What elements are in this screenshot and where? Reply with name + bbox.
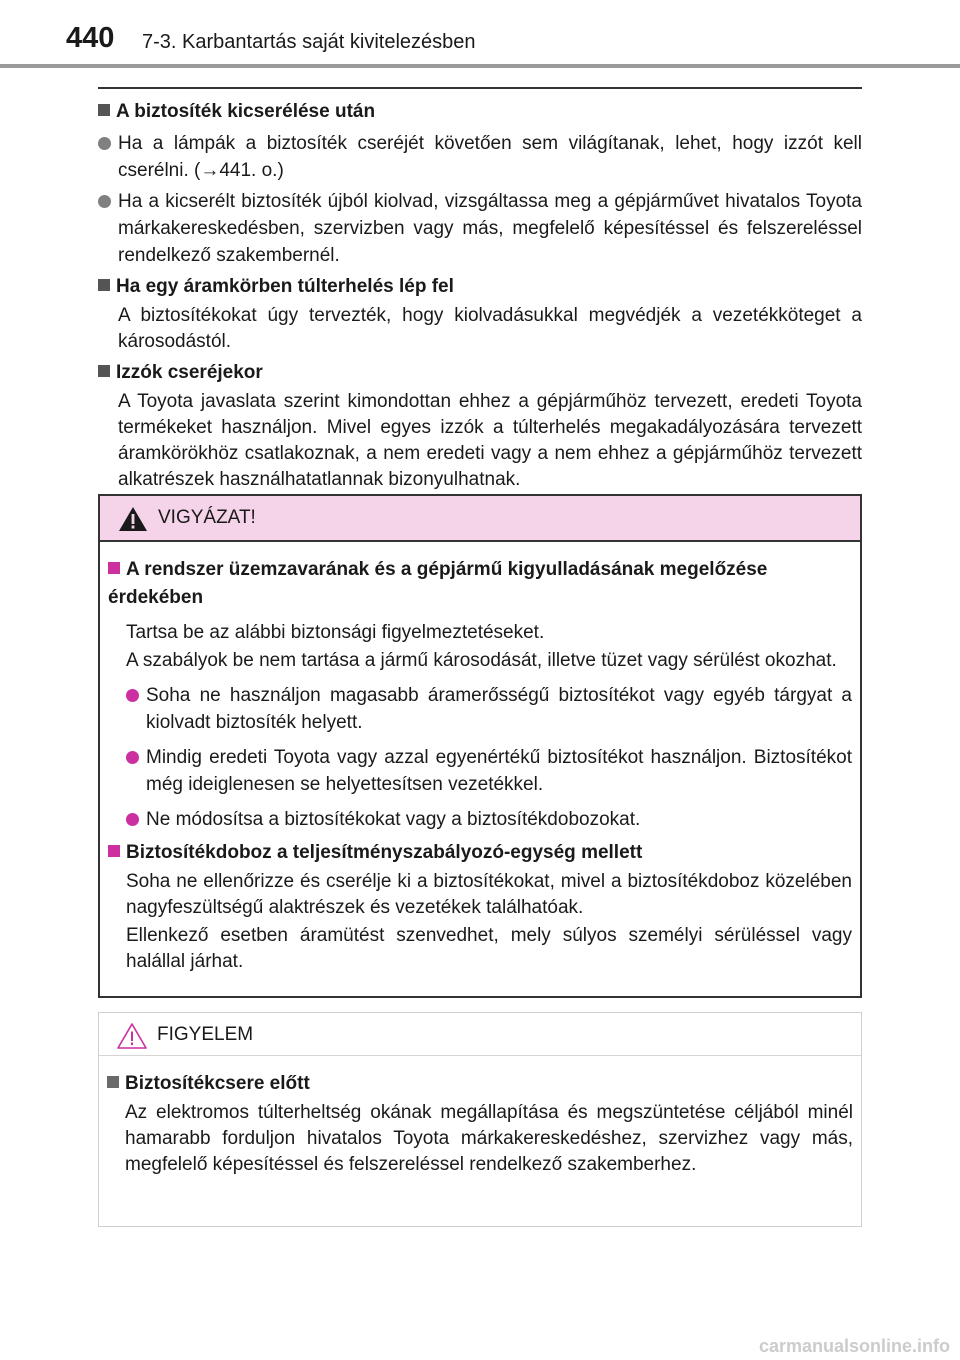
round-bullet-icon (126, 689, 139, 702)
section-heading-bulbs: Izzók cseréjekor (98, 359, 862, 387)
warning-outline-triangle-icon (117, 1022, 147, 1050)
caution-section-heading: A rendszer üzemzavarának és a gépjármű kigyulladásának megelőzése érdekében (108, 559, 768, 608)
page-header (0, 0, 960, 70)
page-number: 440 (66, 22, 115, 54)
paragraph-overload: A biztosítékokat úgy tervezték, hogy kiolvadásukkal megvédjék a vezetékköteget a károsodástól. (118, 305, 862, 352)
paragraph-bulbs: A Toyota javaslata szerint kimondottan ehhez a gépjárműhöz tervezett, eredeti Toyota termékeket használjon. Mivel egyes izzók a túlterhelés megakadályozására tervezett áramkörökhöz csatlakoznak, a nem eredeti vagy a nem ehhez a gépjárműhöz tervezett alkatrészek használhatatlannak bizonyulhatnak. (118, 391, 862, 490)
caution-box (98, 494, 862, 998)
main-content (98, 94, 862, 493)
caution-title: VIGYÁZAT! (158, 507, 256, 528)
page-footer (0, 1330, 960, 1360)
caution-paragraph: Ellenkező esetben áramütést szenvedhet, mely súlyos személyi sérüléssel vagy halállal járhat. (126, 925, 852, 972)
caution-bullet-item: Ne módosítsa a biztosítékokat vagy a biztosítékdobozokat. (126, 806, 852, 833)
caution-bullet-item: Mindig eredeti Toyota vagy azzal egyenértékű biztosítékot használjon. Biztosítékot még ideiglenesen se helyettesítsen vezetékkel. (126, 744, 852, 798)
round-bullet-icon (126, 813, 139, 826)
bullet-item: Ha a lámpák a biztosíték cseréjét követően sem világítanak, lehet, hogy izzót kell cserélni. (→441. o.) (98, 130, 862, 184)
caution-paragraph: Tartsa be az alábbi biztonsági figyelmeztetéseket. (126, 622, 545, 643)
notice-header (99, 1013, 861, 1056)
round-bullet-icon (98, 195, 111, 208)
caution-paragraph: Soha ne ellenőrizze és cserélje ki a biztosítékokat, mivel a biztosítékdoboz közelében nagyfeszültségű alaktrészek és vezetékek találhatóak. (126, 871, 852, 918)
warning-triangle-icon (118, 505, 148, 533)
notice-paragraph: Az elektromos túlterheltség okának megállapítása és megszüntetése céljából minél hamarabb forduljon hivatalos Toyota márkakereskedéshez, szervizhez vagy más, megfelelő képesítéssel és felszereléssel rendelkező szakemberhez. (125, 1102, 853, 1175)
square-bullet-icon (98, 104, 110, 116)
section-heading-overload: Ha egy áramkörben túlterhelés lép fel (98, 273, 862, 301)
caution-body (100, 542, 860, 975)
notice-section-heading: Biztosítékcsere előtt (107, 1070, 853, 1098)
caution-header (100, 496, 860, 542)
round-bullet-icon (98, 137, 111, 150)
notice-title: FIGYELEM (157, 1024, 254, 1045)
round-bullet-icon (126, 751, 139, 764)
bullet-item: Ha a kicserélt biztosíték újból kiolvad, vizsgáltassa meg a gépjárművet hivatalos Toyota márkakereskedésben, szervizben vagy más, megfelelő képesítéssel és felszereléssel rendelkező szakembernél. (98, 188, 862, 269)
square-bullet-icon (98, 365, 110, 377)
square-bullet-icon (98, 279, 110, 291)
notice-box (98, 1012, 862, 1227)
notice-body (99, 1056, 861, 1178)
caution-paragraph: A szabályok be nem tartása a jármű károsodását, illetve tüzet vagy sérülést okozhat. (126, 650, 837, 671)
caution-section-heading: Biztosítékdoboz a teljesítményszabályozó-egység mellett (108, 839, 852, 867)
content-top-divider (98, 87, 862, 89)
square-bullet-icon (108, 845, 120, 857)
square-bullet-icon (107, 1076, 119, 1088)
section-heading-after-replacement: A biztosíték kicserélése után (98, 98, 862, 126)
watermark-text: carmanualsonline.info (758, 1336, 950, 1356)
caution-bullet-item: Soha ne használjon magasabb áramerősségű biztosítékot vagy egyéb tárgyat a kiolvadt biztosíték helyett. (126, 682, 852, 736)
header-divider (0, 64, 960, 68)
square-bullet-icon (108, 562, 120, 574)
chapter-title: 7-3. Karbantartás saját kivitelezésben (142, 31, 476, 53)
